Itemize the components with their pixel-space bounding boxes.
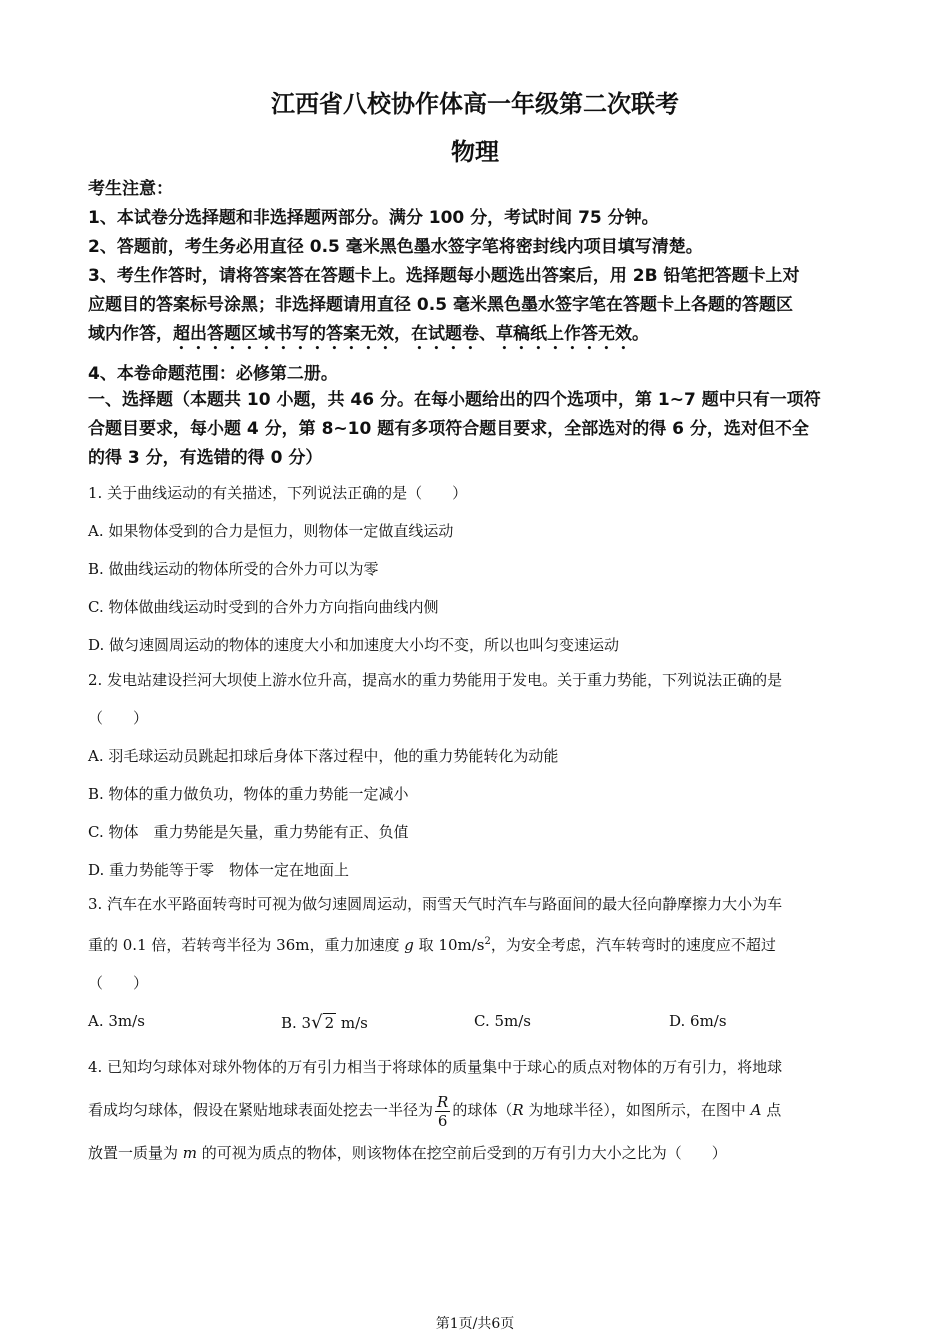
question-3-option-c: C. 5m/s [474,1012,531,1030]
notice-item-3-end: 。 [632,324,649,344]
question-4-text-d: 点 [761,1101,782,1119]
question-1-stem: 1. 关于曲线运动的有关描述，下列说法正确的是（ ） [88,484,468,502]
notice-item-3-line-3 [88,320,868,354]
question-3-option-d: D. 6m/s [669,1012,727,1030]
fraction-r-over-6 [435,1093,450,1130]
question-4-line-3 [88,1134,868,1172]
question-4-point-a: A [750,1101,762,1119]
exam-title: 江西省八校协作体高一年级第二次联考 [271,90,679,118]
question-2 [88,661,868,889]
question-4-text-b: 的球体（ [452,1101,513,1119]
notice-item-3-emphasis: 超出答题区域书写的答案无效，在试题卷、草稿纸上作答无效 [173,324,632,344]
question-1 [88,474,868,664]
question-4-line-1: 4. 已知均匀球体对球外物体的万有引力相当于将球体的质量集中于球心的质点对物体的万有引力，将地球 [88,1058,783,1076]
question-2-stem: 2. 发电站建设拦河大坝使上游水位升高，提高水的重力势能用于发电。关于重力势能，下列说法正确的是 [88,671,783,689]
question-2-option-a: A. 羽毛球运动员跳起扣球后身体下落过程中，他的重力势能转化为动能 [88,747,559,765]
notice-item-1: 1、本试卷分选择题和非选择题两部分。满分 100 分，考试时间 75 分钟。 [88,208,659,228]
question-2-option-b: B. 物体的重力做负功，物体的重力势能一定减小 [88,785,409,803]
section-line-1: 一、选择题（本题共 10 小题，共 46 分。在每小题给出的四个选项中，第 1~7 题中只有一项符 [88,390,821,410]
question-1-option-b: B. 做曲线运动的物体所受的合外力可以为零 [88,560,379,578]
question-3-sup: 2 [484,936,491,947]
question-3-option-b-pre: B. 3 [281,1014,312,1032]
question-3-text-c: ，为安全考虑，汽车转弯时的速度应不超过 [490,936,776,954]
subject-title: 物理 [451,138,499,166]
section-heading [88,386,868,473]
question-3-option-b-post: m/s [336,1014,368,1032]
question-3-line-1: 3. 汽车在水平路面转弯时可视为做匀速圆周运动，雨雪天气时汽车与路面间的最大径向静摩擦力大小为车 [88,895,783,913]
fraction-denominator: 6 [437,1111,448,1130]
notice-item-2: 2、答题前，考生务必用直径 0.5 毫米黑色墨水签字笔将密封线内项目填写清楚。 [88,237,703,257]
question-3-paren: （ ） [88,974,149,992]
question-3-option-b [281,1012,368,1033]
question-4-line-2 [88,1086,868,1134]
sqrt-radicand: 2 [324,1014,335,1032]
question-3-line-2 [88,923,868,964]
question-4 [88,1048,868,1172]
section-line-2: 合题目要求，每小题 4 分，第 8~10 题有多项符合题目要求，全部选对的得 6 分，选对但不全 [88,419,809,439]
question-4-text-f: 的可视为质点的物体，则该物体在挖空前后受到的万有引力大小之比为（ ） [197,1144,727,1162]
question-4-r: R [512,1101,524,1119]
fraction-numerator: R [437,1092,449,1111]
question-3-text-a: 重的 0.1 倍，若转弯半径为 36m，重力加速度 [88,936,405,954]
sqrt-symbol: √ 2 [311,1012,335,1033]
question-1-option-d: D. 做匀速圆周运动的物体的速度大小和加速度大小均不变，所以也叫匀变速运动 [88,636,620,654]
notice-item-3-line-1: 3、考生作答时，请将答案答在答题卡上。选择题每小题选出答案后，用 2B 铅笔把答题卡上对 [88,266,800,286]
question-3-g: g [404,936,414,954]
notice-block [88,175,868,389]
question-2-option-d: D. 重力势能等于零 物体一定在地面上 [88,861,350,879]
notice-item-3-plain: 域内作答， [88,324,173,344]
question-1-option-c: C. 物体做曲线运动时受到的合外力方向指向曲线内侧 [88,598,439,616]
question-2-option-c: C. 物体 重力势能是矢量，重力势能有正、负值 [88,823,409,841]
notice-item-3-line-2: 应题目的答案标号涂黑；非选择题请用直径 0.5 毫米黑色墨水签字笔在答题卡上各题的答题区 [88,295,793,315]
notice-item-4: 4、本卷命题范围：必修第二册。 [88,364,338,384]
section-line-3: 的得 3 分，有选错的得 0 分） [88,448,323,468]
question-1-option-a: A. 如果物体受到的合力是恒力，则物体一定做直线运动 [88,522,454,540]
question-3 [88,885,868,1002]
question-3-text-b: 取 10m/s [413,936,485,954]
question-2-paren: （ ） [88,709,149,727]
notice-heading: 考生注意： [88,179,173,199]
page-footer: 第1页/共6页 [435,1316,515,1332]
question-4-m: m [182,1144,198,1162]
question-3-option-a: A. 3m/s [88,1012,145,1030]
question-4-text-a: 看成均匀球体，假设在紧贴地球表面处挖去一半径为 [88,1101,434,1119]
question-4-text-e: 放置一质量为 [88,1144,183,1162]
question-4-text-c: 为地球半径），如图所示，在图中 [523,1101,751,1119]
